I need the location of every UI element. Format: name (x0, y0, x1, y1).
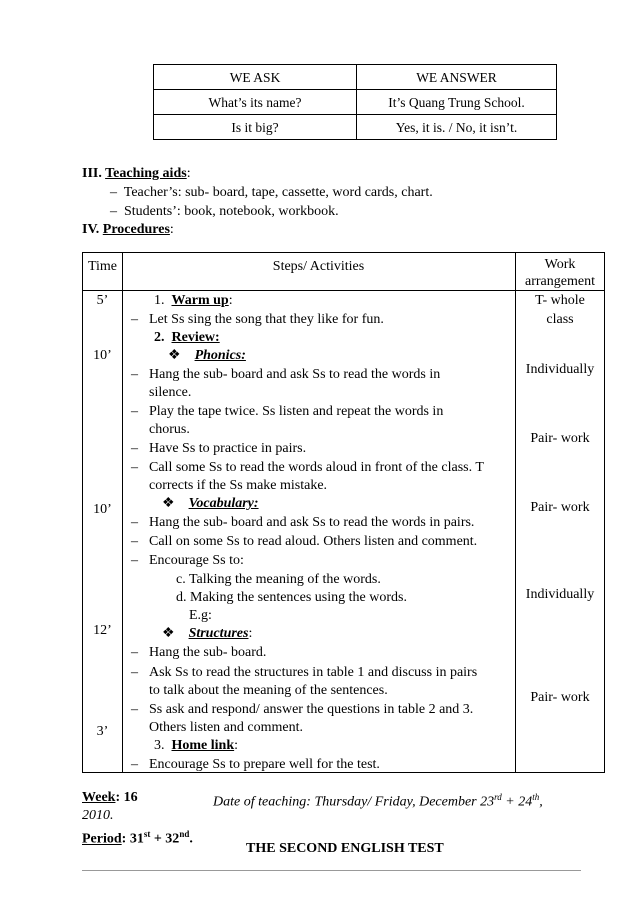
activity-text: d. Making the sentences using the words. (176, 590, 407, 605)
test-title: THE SECOND ENGLISH TEST (246, 841, 444, 856)
time-cell: 12’ (93, 623, 112, 638)
work-arrangement: Individually (525, 362, 595, 377)
work-arrangement: Individually (525, 587, 595, 602)
work-arrangement: class (546, 312, 574, 327)
week-label: Week (82, 790, 116, 805)
colon: : (186, 166, 191, 181)
activity-text: Encourage Ss to prepare well for the test. (149, 757, 380, 772)
answer-cell: It’s Quang Trung School. (357, 90, 557, 115)
question-cell: Is it big? (154, 115, 357, 140)
period-value-2: + 32 (150, 831, 180, 847)
dash-bullet: – (110, 185, 117, 200)
activity-text: chorus. (149, 422, 190, 437)
teaching-aid-item (110, 203, 339, 220)
review-heading (154, 329, 220, 346)
section-numeral: IV. (82, 222, 100, 237)
activity-text: Hang the sub- board and ask Ss to read the words in pairs. (149, 515, 475, 530)
review-label: Review: (171, 330, 220, 345)
dash-bullet: – (131, 312, 138, 327)
date-text: Date of teaching: Thursday/ Friday, December 23 (213, 794, 495, 810)
activity-text: Call some Ss to read the words aloud in front of the class. T (149, 460, 484, 475)
diamond-bullet-icon: ❖ (168, 348, 181, 363)
table-row (154, 115, 557, 140)
warm-up-heading (154, 292, 233, 309)
period-label: Period (82, 831, 122, 847)
activity-line (131, 311, 138, 328)
week-line (82, 789, 138, 806)
header-steps: Steps/ Activities (272, 259, 365, 274)
period-line (82, 826, 193, 848)
step-number: 2. (154, 330, 165, 345)
activity-text: Hang the sub- board. (149, 645, 267, 660)
header-time: Time (87, 259, 118, 274)
column-divider (122, 253, 123, 772)
time-cell: 10’ (93, 348, 112, 363)
work-arrangement: Pair- work (530, 690, 590, 705)
header-we-ask: WE ASK (154, 65, 357, 90)
teaching-aid-text: Students’: book, notebook, workbook. (124, 204, 339, 219)
period-end: . (189, 831, 193, 847)
date-text-2: + 24 (501, 794, 533, 810)
question-cell: What’s its name? (154, 90, 357, 115)
activity-text: c. Talking the meaning of the words. (176, 572, 381, 587)
diamond-bullet-icon: ❖ (162, 626, 175, 641)
procedures-heading (82, 221, 174, 238)
dash-bullet: – (131, 645, 138, 660)
header-divider (83, 290, 604, 291)
colon: : (228, 293, 233, 308)
diamond-bullet-icon: ❖ (162, 496, 175, 511)
ordinal-suffix: st (143, 829, 151, 839)
activity-text: corrects if the Ss make mistake. (149, 478, 328, 493)
dash-bullet: – (131, 460, 138, 475)
ordinal-suffix: rd (494, 792, 502, 802)
structures-label: Structures (188, 626, 249, 641)
teaching-aid-text: Teacher’s: sub- board, tape, cassette, word cards, chart. (123, 185, 433, 200)
teaching-aids-title: Teaching aids (105, 166, 187, 181)
activity-text: Call on some Ss to read aloud. Others listen and comment. (149, 534, 478, 549)
vocabulary-label: Vocabulary: (188, 496, 259, 511)
colon: : (169, 222, 174, 237)
activity-text: Ask Ss to read the structures in table 1 and discuss in pairs (149, 665, 478, 680)
question-answer-table (153, 64, 557, 140)
dash-bullet: – (131, 757, 138, 772)
time-cell: 3’ (96, 724, 109, 739)
teaching-date (213, 789, 543, 811)
table-header-row (154, 65, 557, 90)
dash-bullet: – (131, 702, 138, 717)
section-numeral: III. (82, 166, 102, 181)
colon: : (234, 738, 239, 753)
example-label: E.g: (189, 608, 212, 623)
answer-cell: Yes, it is. / No, it isn’t. (357, 115, 557, 140)
work-arrangement: Pair- work (530, 500, 590, 515)
work-arrangement: Pair- work (530, 431, 590, 446)
period-value: : 31 (121, 831, 144, 847)
teaching-aid-item (110, 184, 433, 201)
activity-text: Have Ss to practice in pairs. (149, 441, 307, 456)
ordinal-suffix: th (532, 792, 540, 802)
dash-bullet: – (110, 204, 117, 219)
ordinal-suffix: nd (179, 829, 190, 839)
home-link-heading (154, 737, 238, 754)
step-number: 3. (154, 738, 165, 753)
structures-heading (162, 625, 252, 642)
activity-text: Hang the sub- board and ask Ss to read the words in (149, 367, 441, 382)
phonics-label: Phonics: (194, 348, 246, 363)
phonics-heading (168, 347, 246, 364)
activity-text: Others listen and comment. (149, 720, 303, 735)
procedures-title: Procedures (102, 222, 170, 237)
dash-bullet: – (131, 441, 138, 456)
home-link-label: Home link (171, 738, 235, 753)
vocabulary-heading (162, 495, 259, 512)
colon: : (248, 626, 253, 641)
dash-bullet: – (131, 367, 138, 382)
procedures-table (82, 252, 605, 773)
teaching-year: 2010. (82, 808, 114, 823)
header-arrangement: arrangement (525, 274, 595, 289)
step-number: 1. (154, 293, 165, 308)
time-cell: 10’ (93, 502, 112, 517)
activity-text: Ss ask and respond/ answer the questions in table 2 and 3. (149, 702, 474, 717)
header-we-answer: WE ANSWER (357, 65, 557, 90)
dash-bullet: – (131, 534, 138, 549)
activity-text: silence. (149, 385, 192, 400)
warm-up-label: Warm up (171, 293, 229, 308)
dash-bullet: – (131, 553, 138, 568)
dash-bullet: – (131, 404, 138, 419)
teaching-aids-heading (82, 165, 191, 182)
header-work: Work (544, 257, 576, 272)
comma: , (539, 794, 543, 810)
dash-bullet: – (131, 515, 138, 530)
activity-text: to talk about the meaning of the sentences. (149, 683, 388, 698)
footer-rule (82, 870, 581, 871)
table-row (154, 90, 557, 115)
activity-text: Encourage Ss to: (149, 553, 244, 568)
activity-text: Play the tape twice. Ss listen and repeat the words in (149, 404, 444, 419)
time-cell: 5’ (96, 293, 109, 308)
activity-text: Let Ss sing the song that they like for fun. (149, 312, 384, 327)
week-value: : 16 (115, 790, 138, 805)
work-arrangement: T- whole (535, 293, 585, 308)
dash-bullet: – (131, 665, 138, 680)
